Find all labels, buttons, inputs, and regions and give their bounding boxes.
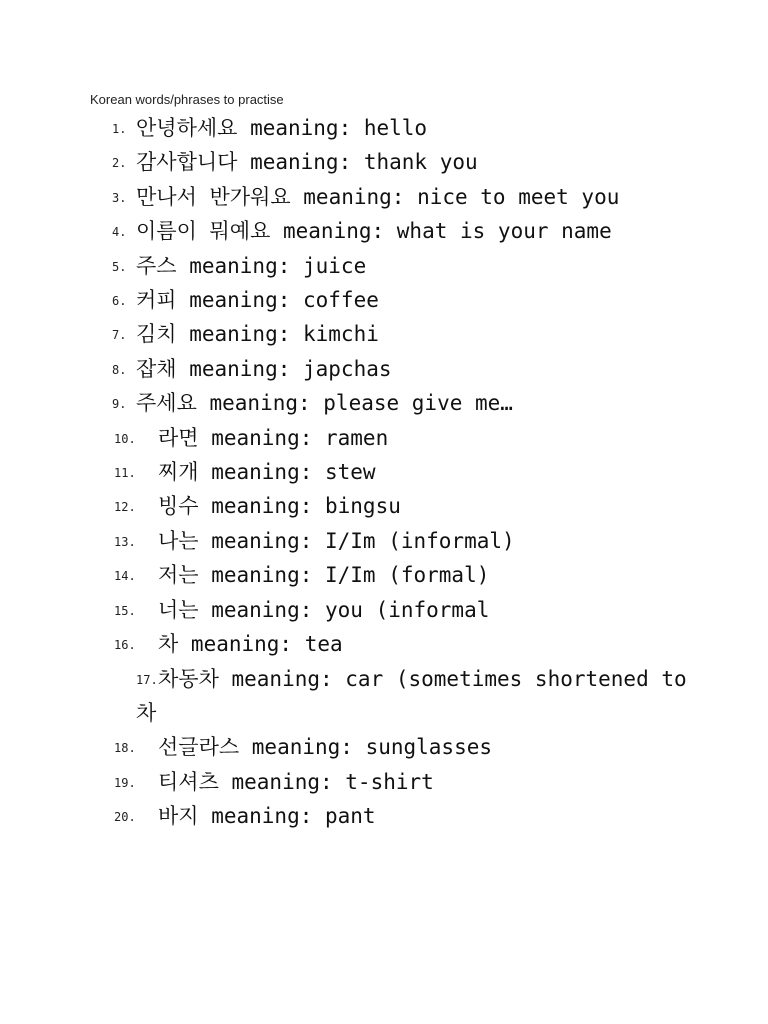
item-text: 선글라스 meaning: sunglasses <box>158 735 493 760</box>
item-number: 9. <box>112 397 127 412</box>
list-item <box>0 799 768 833</box>
item-text: 라면 meaning: ramen <box>158 425 389 450</box>
list-item <box>0 455 768 489</box>
item-number: 10. <box>114 431 136 446</box>
list-item <box>0 145 768 179</box>
item-number: 18. <box>114 741 136 756</box>
item-number: 19. <box>114 775 136 790</box>
list-item <box>0 214 768 248</box>
item-text: 티셔츠 meaning: t-shirt <box>158 769 434 794</box>
list-item <box>0 249 768 283</box>
item-text: 저는 meaning: I/Im (formal) <box>158 563 490 588</box>
list-item <box>0 180 768 214</box>
item-text: 찌개 meaning: stew <box>158 460 376 485</box>
item-number: 13. <box>114 534 136 549</box>
item-number: 20. <box>114 810 136 825</box>
list-item <box>0 627 768 661</box>
item-number: 11. <box>114 466 136 481</box>
list-item <box>0 662 768 731</box>
item-number: 12. <box>114 500 136 515</box>
item-number: 4. <box>112 225 127 240</box>
item-text: 나는 meaning: I/Im (informal) <box>158 528 515 553</box>
item-number: 17. <box>136 672 158 687</box>
list-item <box>0 765 768 799</box>
list-item <box>0 386 768 420</box>
item-text: 커피 meaning: coffee <box>136 288 379 313</box>
page-title: Korean words/phrases to practise <box>90 92 284 107</box>
vocabulary-list <box>0 111 768 834</box>
item-text: 잡채 meaning: japchas <box>136 356 392 381</box>
item-text: 바지 meaning: pant <box>158 804 376 829</box>
item-number: 2. <box>112 156 127 171</box>
item-text: 감사합니다 meaning: thank you <box>136 150 478 175</box>
list-item <box>0 489 768 523</box>
item-number: 16. <box>114 638 136 653</box>
item-number: 6. <box>112 294 127 309</box>
item-number: 7. <box>112 328 127 343</box>
item-number: 14. <box>114 569 136 584</box>
list-item <box>0 593 768 627</box>
list-item <box>0 558 768 592</box>
list-item <box>0 352 768 386</box>
item-number: 8. <box>112 362 127 377</box>
list-item <box>0 317 768 351</box>
item-text: 주스 meaning: juice <box>136 253 367 278</box>
item-number: 15. <box>114 603 136 618</box>
item-text: 만나서 반가워요 meaning: nice to meet you <box>136 184 620 209</box>
list-item <box>0 283 768 317</box>
item-text: 이름이 뭐예요 meaning: what is your name <box>136 219 612 244</box>
list-item <box>0 111 768 145</box>
item-text: 빙수 meaning: bingsu <box>158 494 401 519</box>
item-number: 5. <box>112 259 127 274</box>
item-text: 차 meaning: tea <box>158 632 343 657</box>
item-number: 3. <box>112 190 127 205</box>
item-text: 차동차 meaning: car (sometimes shortened to 차 <box>136 666 687 725</box>
item-text: 김치 meaning: kimchi <box>136 322 379 347</box>
list-item <box>0 421 768 455</box>
item-text: 너는 meaning: you (informal <box>158 597 490 622</box>
item-text: 주세요 meaning: please give me… <box>136 391 513 416</box>
list-item <box>0 730 768 764</box>
item-text: 안녕하세요 meaning: hello <box>136 116 428 140</box>
item-number: 1. <box>112 122 127 136</box>
list-item <box>0 524 768 558</box>
